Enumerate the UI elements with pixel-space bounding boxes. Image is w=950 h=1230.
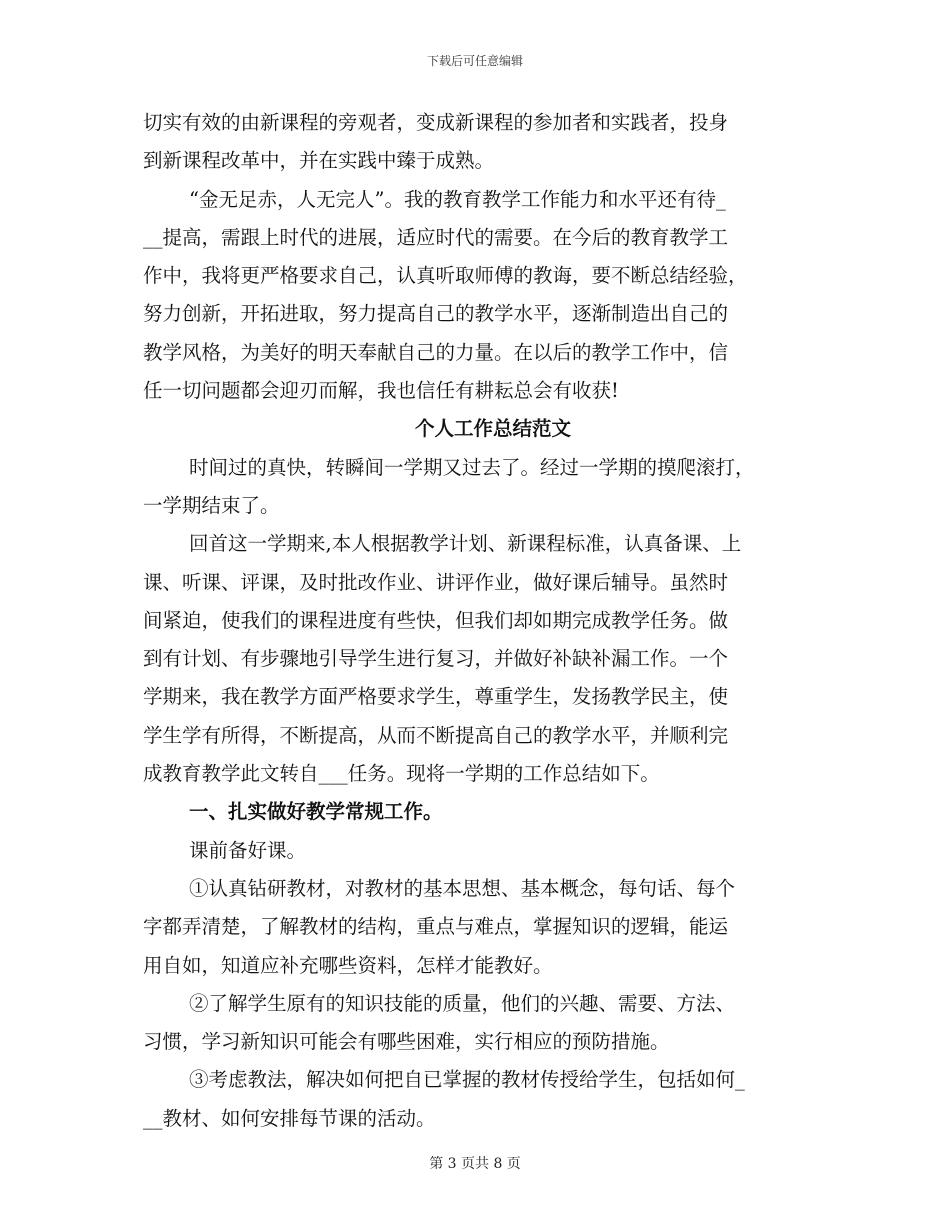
text-line: __教材、如何安排每节课的活动。 bbox=[143, 1106, 436, 1130]
text-line: __提高，需跟上时代的进展，适应时代的需要。在今后的教育教学工 bbox=[143, 225, 729, 249]
page-header: 下载后可任意编辑 bbox=[426, 54, 523, 68]
section-title: 个人工作总结范文 bbox=[414, 417, 571, 441]
text-line: 课前备好课。 bbox=[189, 838, 307, 862]
document-body bbox=[143, 104, 813, 1138]
text-line: 成教育教学此文转自___任务。现将一学期的工作总结如下。 bbox=[143, 762, 660, 786]
text-line: 一学期结束了。 bbox=[143, 493, 280, 517]
text-line: 努力创新，开拓进取，努力提高自己的教学水平，逐渐制造出自己的 bbox=[143, 302, 729, 326]
page-footer: 第 3 页共 8 页 bbox=[429, 1156, 521, 1172]
text-line: 作中，我将更严格要求自己，认真听取师傅的教诲，要不断总结经验， bbox=[143, 264, 748, 288]
section-heading: 一、扎实做好教学常规工作。 bbox=[189, 800, 443, 824]
text-line: 学生学有所得，不断提高，从而不断提高自己的教学水平，并顺利完 bbox=[143, 723, 729, 747]
text-line: ①认真钻研教材，对教材的基本思想、基本概念，每句话、每个 bbox=[189, 876, 736, 900]
text-line: 教学风格，为美好的明天奉献自己的力量。在以后的教学工作中，信 bbox=[143, 340, 729, 364]
text-line: 习惯，学习新知识可能会有哪些困难，实行相应的预防措施。 bbox=[143, 1030, 670, 1054]
text-line: 回首这一学期来,本人根据教学计划、新课程标准，认真备课、上 bbox=[189, 532, 742, 556]
text-line: ②了解学生原有的知识技能的质量，他们的兴趣、需要、方法、 bbox=[189, 991, 736, 1015]
text-line: 间紧迫，使我们的课程进度有些快，但我们却如期完成教学任务。做 bbox=[143, 608, 729, 632]
text-line: 字都弄清楚，了解教材的结构，重点与难点，掌握知识的逻辑，能运 bbox=[143, 915, 729, 939]
text-line: 课、听课、评课，及时批改作业、讲评作业，做好课后辅导。虽然时 bbox=[143, 570, 729, 594]
text-line: 切实有效的由新课程的旁观者，变成新课程的参加者和实践者，投身 bbox=[143, 111, 729, 134]
text-line: ③考虑教法，解决如何把自已掌握的教材传授给学生，包括如何_ bbox=[189, 1068, 745, 1092]
text-line: 用自如，知道应补充哪些资料，怎样才能教好。 bbox=[143, 953, 553, 977]
text-line: 到有计划、有步骤地引导学生进行复习，并做好补缺补漏工作。一个 bbox=[143, 647, 729, 671]
text-line: 到新课程改革中，并在实践中臻于成熟。 bbox=[143, 149, 495, 173]
text-line: “金无足赤，人无完人”。我的教育教学工作能力和水平还有待_ bbox=[189, 187, 726, 211]
text-line: 任一切问题都会迎刃而解，我也信任有耕耘总会有收获! bbox=[143, 379, 619, 403]
text-line: 时间过的真快，转瞬间一学期又过去了。经过一学期的摸爬滚打， bbox=[189, 455, 755, 479]
text-line: 学期来，我在教学方面严格要求学生，尊重学生，发扬教学民主，使 bbox=[143, 685, 729, 709]
